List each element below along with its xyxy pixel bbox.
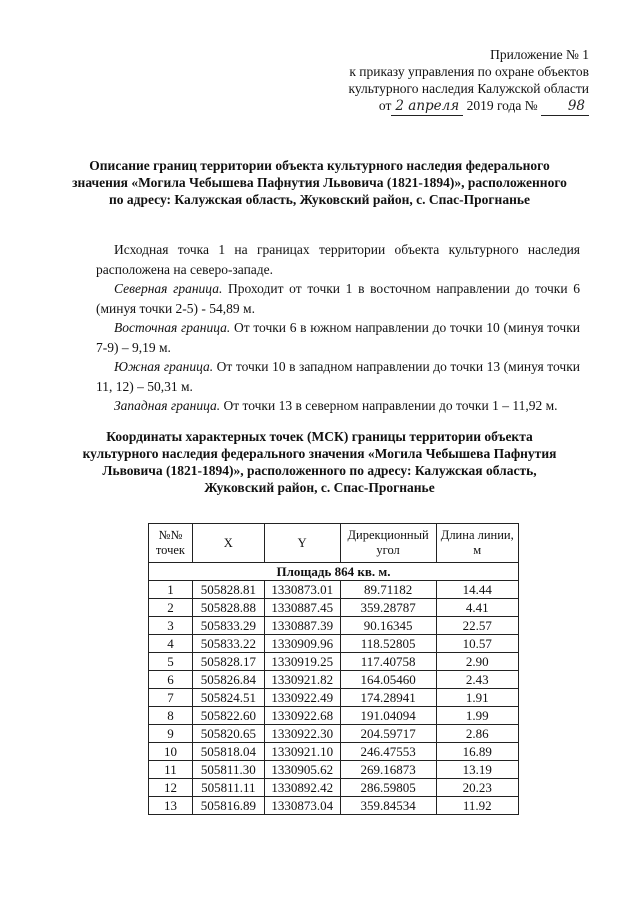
coordinates-table [148, 523, 519, 815]
cell-point-number: 4 [149, 635, 193, 653]
table-row [149, 581, 519, 599]
cell-direction-angle: 174.28941 [340, 689, 436, 707]
cell-direction-angle: 246.47553 [340, 743, 436, 761]
cell-x-coordinate: 505822.60 [192, 707, 264, 725]
cell-point-number: 1 [149, 581, 193, 599]
cell-line-length: 14.44 [436, 581, 518, 599]
cell-point-number: 13 [149, 797, 193, 815]
cell-y-coordinate: 1330921.82 [264, 671, 340, 689]
cell-line-length: 13.19 [436, 761, 518, 779]
cell-x-coordinate: 505833.22 [192, 635, 264, 653]
table-row [149, 707, 519, 725]
appendix-date-line [289, 97, 589, 116]
cell-point-number: 3 [149, 617, 193, 635]
cell-point-number: 2 [149, 599, 193, 617]
cell-point-number: 9 [149, 725, 193, 743]
cell-x-coordinate: 505811.11 [192, 779, 264, 797]
cell-point-number: 7 [149, 689, 193, 707]
cell-point-number: 8 [149, 707, 193, 725]
cell-point-number: 10 [149, 743, 193, 761]
appendix-line-3: культурного наследия Калужской области [348, 81, 589, 96]
header-point-number: №№ точек [149, 524, 193, 563]
cell-direction-angle: 191.04094 [340, 707, 436, 725]
south-boundary-label: Южная граница. [114, 359, 214, 374]
cell-y-coordinate: 1330892.42 [264, 779, 340, 797]
area-row [149, 563, 519, 581]
boundary-description [96, 240, 580, 416]
cell-y-coordinate: 1330922.49 [264, 689, 340, 707]
cell-x-coordinate: 505811.30 [192, 761, 264, 779]
appendix-line-2: к приказу управления по охране объектов [349, 64, 589, 79]
cell-line-length: 10.57 [436, 635, 518, 653]
appendix-line-1: Приложение № 1 [490, 47, 589, 62]
cell-line-length: 22.57 [436, 617, 518, 635]
coords-title-line-4: Жуковский район, с. Спас-Прогнанье [204, 480, 435, 495]
north-boundary-label: Северная граница. [114, 281, 223, 296]
table-row [149, 617, 519, 635]
cell-line-length: 1.91 [436, 689, 518, 707]
cell-x-coordinate: 505833.29 [192, 617, 264, 635]
cell-direction-angle: 89.71182 [340, 581, 436, 599]
cell-y-coordinate: 1330873.04 [264, 797, 340, 815]
cell-y-coordinate: 1330909.96 [264, 635, 340, 653]
cell-line-length: 2.90 [436, 653, 518, 671]
header-y: Y [264, 524, 340, 563]
south-boundary-text: От точки 10 в западном направлении до точки 13 (минуя точки 11, 12) – 50,31 м. [96, 359, 581, 394]
cell-x-coordinate: 505816.89 [192, 797, 264, 815]
cell-direction-angle: 90.16345 [340, 617, 436, 635]
cell-line-length: 11.92 [436, 797, 518, 815]
south-boundary-paragraph [96, 357, 580, 396]
area-cell: Площадь 864 кв. м. [149, 563, 519, 581]
east-boundary-paragraph [96, 318, 580, 357]
cell-y-coordinate: 1330905.62 [264, 761, 340, 779]
cell-x-coordinate: 505824.51 [192, 689, 264, 707]
cell-direction-angle: 286.59805 [340, 779, 436, 797]
cell-y-coordinate: 1330921.10 [264, 743, 340, 761]
header-direction-angle: Дирекционный угол [340, 524, 436, 563]
cell-x-coordinate: 505828.88 [192, 599, 264, 617]
west-boundary-text: От точки 13 в северном направлении до точки 1 – 11,92 м. [220, 398, 558, 413]
east-boundary-label: Восточная граница. [114, 320, 231, 335]
table-row [149, 743, 519, 761]
west-boundary-paragraph [96, 396, 580, 416]
table-row [149, 761, 519, 779]
header-x: X [192, 524, 264, 563]
cell-line-length: 2.43 [436, 671, 518, 689]
coords-title-line-2: культурного наследия федерального значения «Могила Чебышева Пафнутия [82, 446, 557, 461]
table-row [149, 653, 519, 671]
table-header-row [149, 524, 519, 563]
east-boundary-text: От точки 6 в южном направлении до точки 10 (минуя точки 7-9) – 9,19 м. [96, 320, 581, 355]
date-prefix: от [378, 98, 392, 113]
cell-y-coordinate: 1330919.25 [264, 653, 340, 671]
table-row [149, 671, 519, 689]
handwritten-order-number: 98 [541, 98, 589, 116]
table-row [149, 635, 519, 653]
cell-direction-angle: 164.05460 [340, 671, 436, 689]
coordinates-title [60, 428, 579, 496]
cell-x-coordinate: 505826.84 [192, 671, 264, 689]
cell-point-number: 12 [149, 779, 193, 797]
cell-line-length: 2.86 [436, 725, 518, 743]
north-boundary-text: Проходит от точки 1 в восточном направлении до точки 6 (минуя точки 2-5) - 54,89 м. [96, 281, 581, 316]
cell-direction-angle: 359.84534 [340, 797, 436, 815]
coords-title-line-1: Координаты характерных точек (МСК) границы территории объекта [106, 429, 533, 444]
cell-point-number: 11 [149, 761, 193, 779]
table-row [149, 779, 519, 797]
cell-point-number: 5 [149, 653, 193, 671]
cell-y-coordinate: 1330922.68 [264, 707, 340, 725]
table-row [149, 725, 519, 743]
cell-y-coordinate: 1330873.01 [264, 581, 340, 599]
cell-direction-angle: 269.16873 [340, 761, 436, 779]
cell-line-length: 16.89 [436, 743, 518, 761]
cell-y-coordinate: 1330887.45 [264, 599, 340, 617]
cell-direction-angle: 117.40758 [340, 653, 436, 671]
cell-x-coordinate: 505828.81 [192, 581, 264, 599]
appendix-header [289, 46, 589, 116]
table-row [149, 797, 519, 815]
cell-line-length: 4.41 [436, 599, 518, 617]
coords-title-line-3: Львовича (1821-1894)», расположенного по адресу: Калужская область, [102, 463, 537, 478]
start-point-paragraph: Исходная точка 1 на границах территории объекта культурного наследия расположена на северо-западе. [96, 242, 580, 277]
north-boundary-paragraph [96, 279, 580, 318]
cell-direction-angle: 204.59717 [340, 725, 436, 743]
cell-line-length: 20.23 [436, 779, 518, 797]
date-suffix: 2019 года № [466, 98, 538, 113]
table-row [149, 689, 519, 707]
title-line-2: значения «Могила Чебышева Пафнутия Львовича (1821-1894)», расположенного [72, 175, 567, 190]
cell-line-length: 1.99 [436, 707, 518, 725]
document-title [60, 157, 579, 208]
title-line-3: по адресу: Калужская область, Жуковский район, с. Спас-Прогнанье [109, 192, 530, 207]
cell-x-coordinate: 505828.17 [192, 653, 264, 671]
handwritten-date: 2 апреля [391, 98, 463, 116]
header-line-length: Длина линии, м [436, 524, 518, 563]
cell-point-number: 6 [149, 671, 193, 689]
cell-x-coordinate: 505820.65 [192, 725, 264, 743]
cell-y-coordinate: 1330922.30 [264, 725, 340, 743]
title-line-1: Описание границ территории объекта культурного наследия федерального [89, 158, 550, 173]
cell-direction-angle: 118.52805 [340, 635, 436, 653]
cell-y-coordinate: 1330887.39 [264, 617, 340, 635]
cell-x-coordinate: 505818.04 [192, 743, 264, 761]
table-row [149, 599, 519, 617]
west-boundary-label: Западная граница. [114, 398, 221, 413]
cell-direction-angle: 359.28787 [340, 599, 436, 617]
